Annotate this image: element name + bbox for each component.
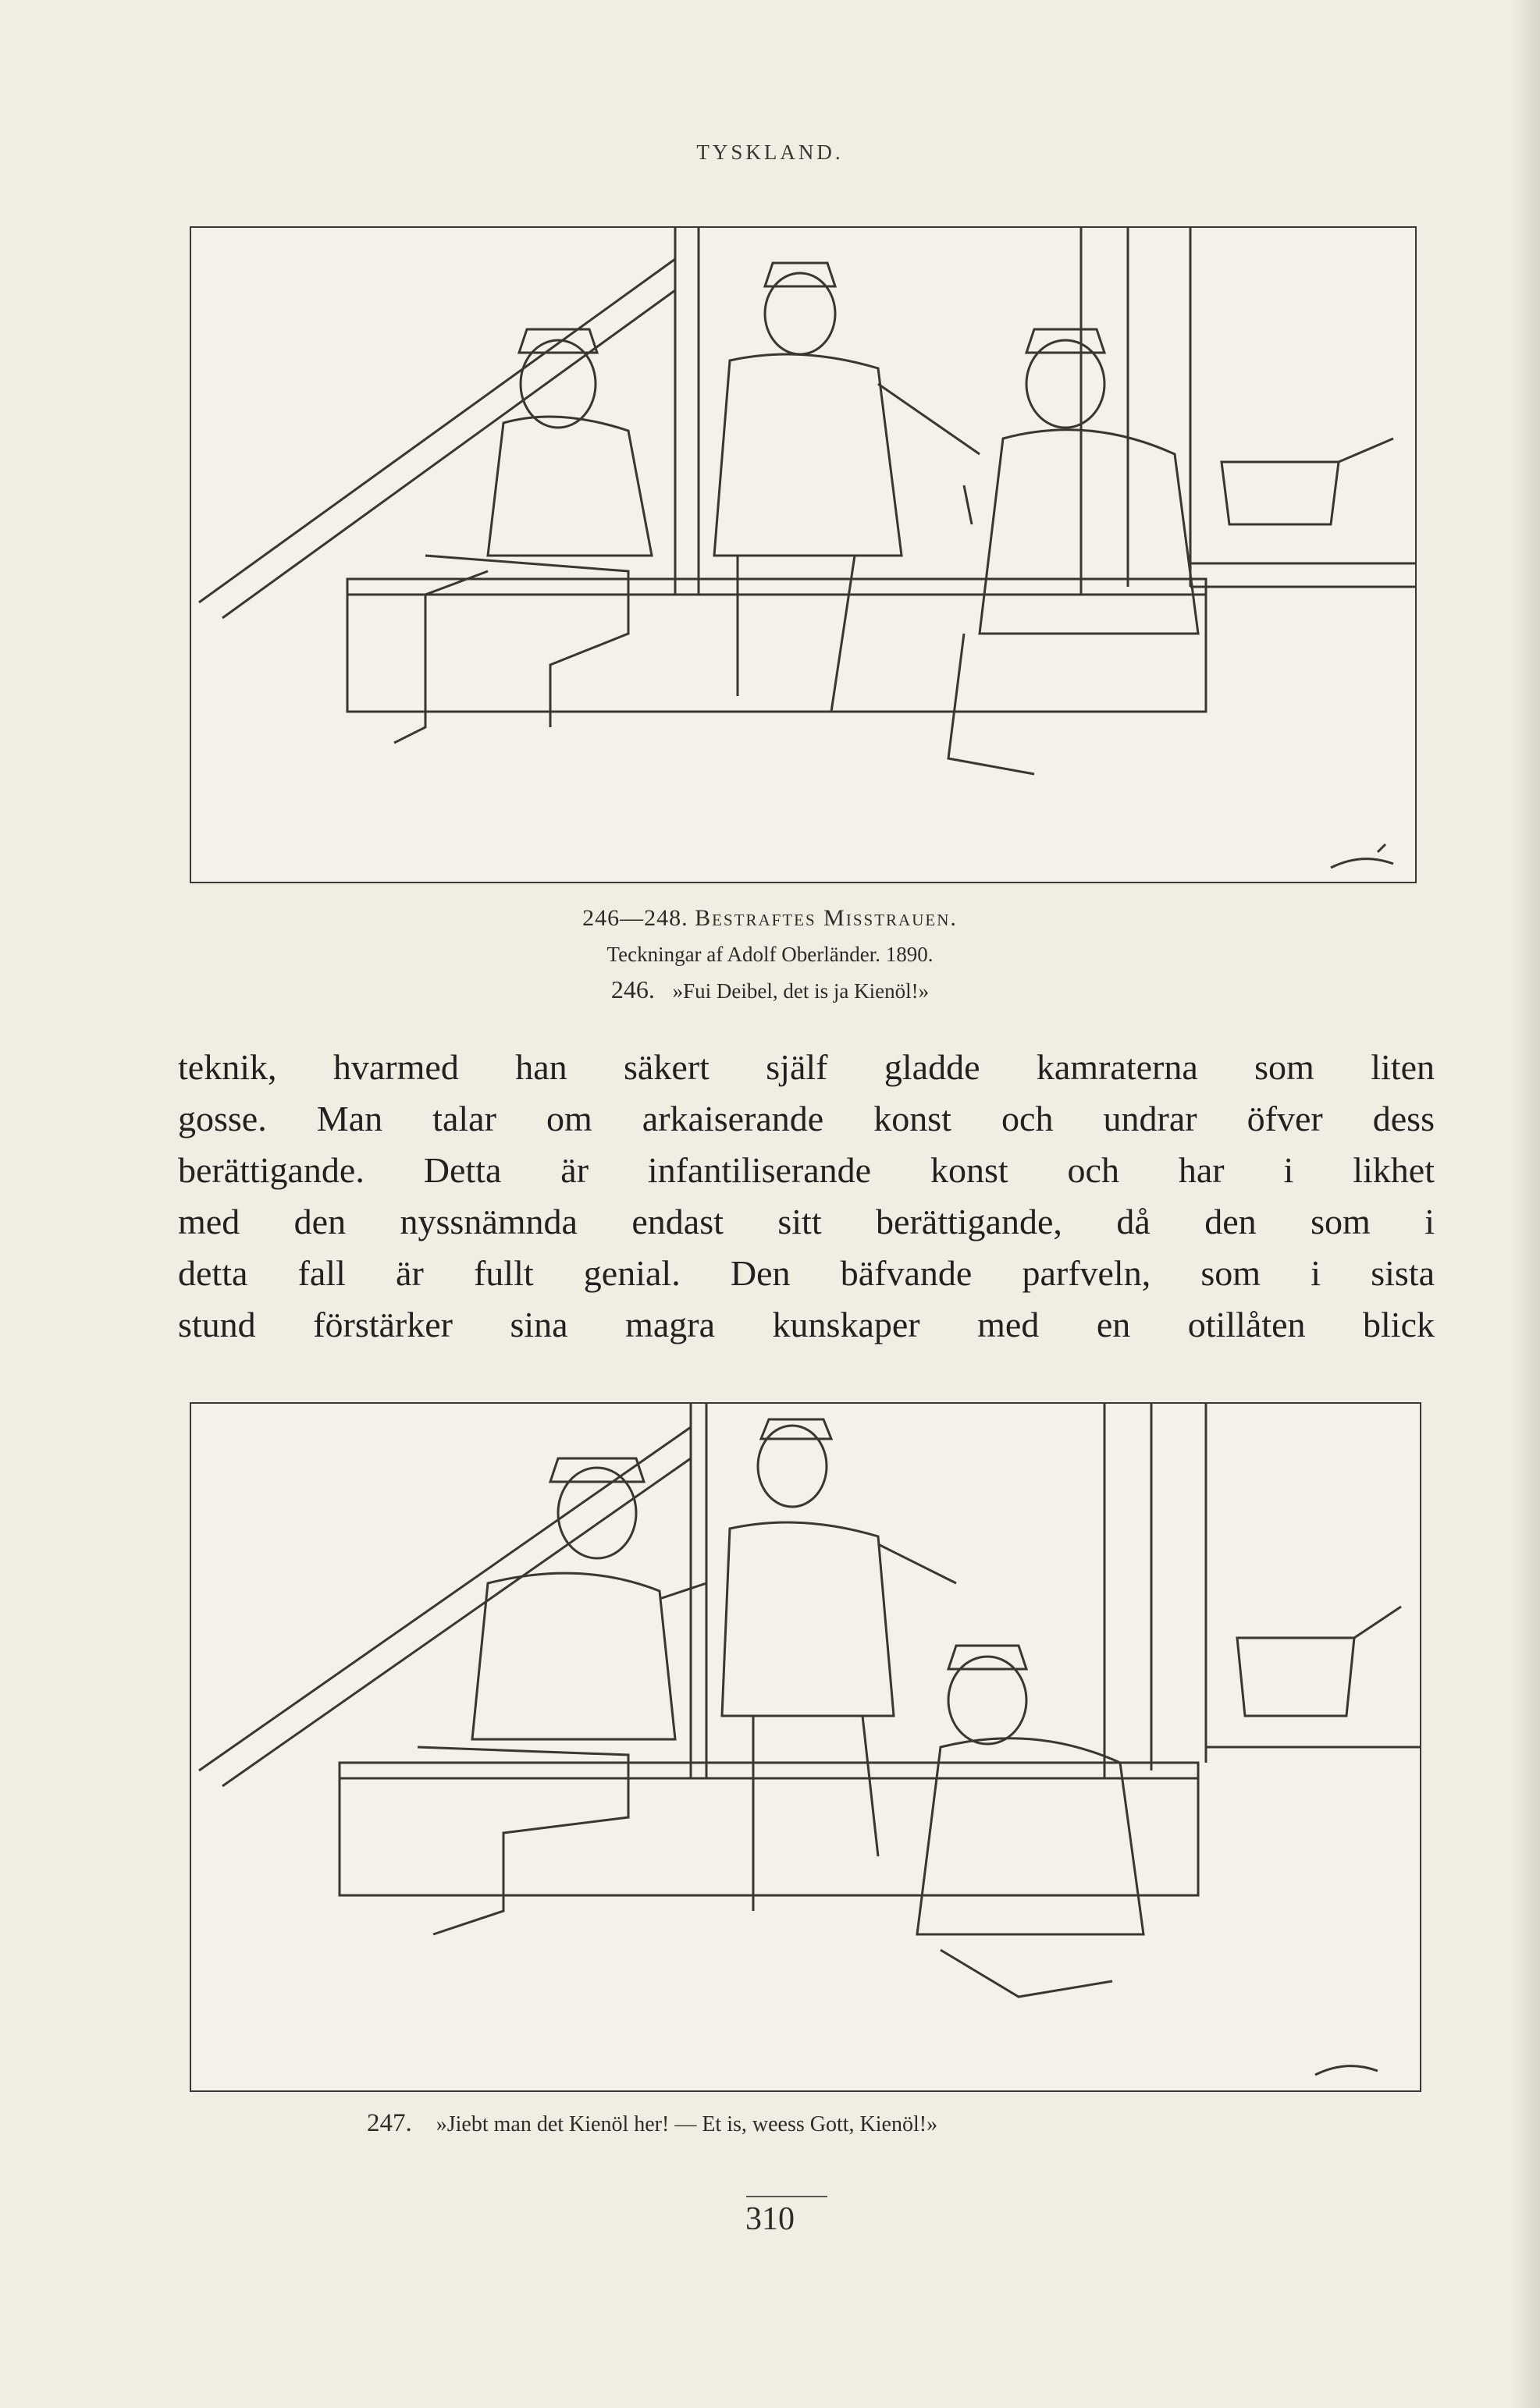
body-line: gosse. Man talar om arkaiserande konst och undrar öfver dess	[178, 1099, 1435, 1138]
body-line: stund förstärker sina magra kunskaper med en otillåten blick	[178, 1305, 1435, 1344]
caption-246-line	[0, 975, 1540, 1004]
caption-numbers: 246—248.	[582, 905, 688, 931]
caption-heading	[0, 905, 1540, 932]
page-number: 310	[745, 2201, 795, 2237]
caption-246-quote: »Fui Deibel, det is ja Kienöl!»	[672, 979, 930, 1003]
folio-rule	[746, 2196, 827, 2197]
caption-247-quote: »Jiebt man det Kienöl her! — Et is, weess Gott, Kienöl!»	[436, 2112, 938, 2136]
body-paragraph	[178, 1042, 1435, 1351]
page-edge-shadow	[1512, 0, 1540, 2408]
body-line: med den nyssnämnda endast sitt berättigande, då den som i	[178, 1202, 1435, 1241]
caption-247	[367, 2109, 937, 2138]
caption-credit: Teckningar af Adolf Oberländer. 1890.	[606, 943, 934, 966]
body-line: teknik, hvarmed han säkert själf gladde kamraterna som liten	[178, 1047, 1435, 1087]
caption-247-number: 247.	[367, 2109, 412, 2137]
body-line: berättigande. Detta är infantiliserande konst och har i likhet	[178, 1150, 1435, 1190]
running-head: TYSKLAND.	[696, 140, 844, 164]
body-line: detta fall är fullt genial. Den bäfvande parfveln, som i sista	[178, 1253, 1435, 1293]
illustration-247	[190, 1402, 1421, 2092]
caption-title: Bestraftes Misstrauen.	[695, 905, 958, 931]
caption-246-number: 246.	[610, 975, 655, 1003]
illustration-246	[190, 226, 1417, 883]
